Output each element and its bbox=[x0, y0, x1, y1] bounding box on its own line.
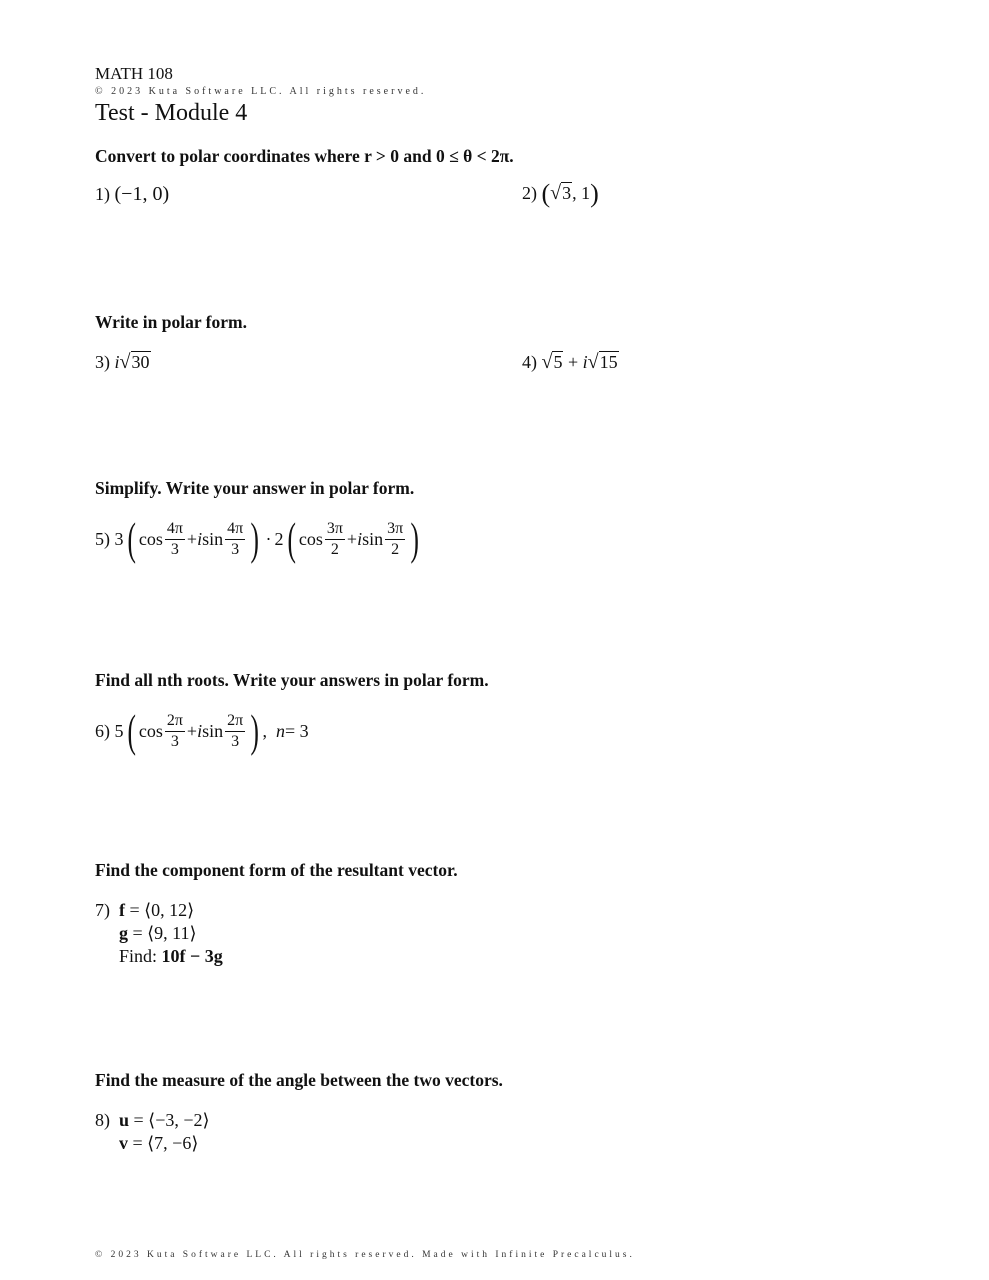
plus-sign: + bbox=[186, 720, 198, 741]
problem-number: 5) bbox=[95, 528, 110, 549]
vector-f-value: = ⟨0, 12⟩ bbox=[125, 900, 195, 920]
square-root-2: √15 bbox=[587, 351, 618, 373]
problem-number: 3) bbox=[95, 352, 110, 372]
sin-label-2: sin bbox=[362, 528, 384, 549]
cos-label: cos bbox=[138, 528, 163, 549]
vector-v-name: v bbox=[119, 1133, 128, 1153]
coefficient-1: 3 bbox=[114, 528, 124, 549]
n-variable: n bbox=[276, 720, 285, 741]
cos-label: cos bbox=[138, 720, 163, 741]
footer-copyright: © 2023 Kuta Software LLC. All rights reserved. Made with Infinite Precalculus. bbox=[95, 1250, 635, 1260]
vector-g-value: = ⟨9, 11⟩ bbox=[128, 923, 197, 943]
problem-number: 6) bbox=[95, 720, 110, 741]
page-title: Test - Module 4 bbox=[95, 100, 248, 126]
imaginary-unit: i bbox=[197, 528, 203, 549]
problem-number: 2) bbox=[522, 183, 537, 203]
instruction-polar-form: Write in polar form. bbox=[95, 312, 247, 332]
imaginary-unit: i bbox=[114, 352, 120, 372]
find-expression: 10f − 3g bbox=[161, 946, 223, 966]
sin-label: sin bbox=[202, 528, 224, 549]
square-root-1: √5 bbox=[541, 351, 563, 373]
instruction-polar-coordinates: Convert to polar coordinates where r > 0 and 0 ≤ θ < 2π. bbox=[95, 146, 514, 166]
vector-u-value: = ⟨−3, −2⟩ bbox=[129, 1110, 210, 1130]
problem-number: 7) bbox=[95, 900, 110, 920]
fraction-2: $\frac{2\pi}{3}$ bbox=[227, 711, 244, 750]
plus-sign: + bbox=[563, 352, 583, 372]
problem-expression: (−1, 0) bbox=[114, 183, 170, 205]
plus-sign-2: + bbox=[346, 528, 358, 549]
problem-number: 4) bbox=[522, 352, 537, 372]
problem-7 bbox=[95, 899, 223, 968]
cos-label-2: cos bbox=[298, 528, 323, 549]
instruction-simplify: Simplify. Write your answer in polar form. bbox=[95, 478, 415, 498]
coefficient-2: 2 bbox=[274, 528, 284, 549]
imaginary-unit-2: i bbox=[357, 528, 363, 549]
course-name: MATH 108 bbox=[95, 64, 173, 83]
vector-u-name: u bbox=[119, 1110, 130, 1130]
problem-1 bbox=[95, 183, 169, 206]
copyright-top: © 2023 Kuta Software LLC. All rights reserved. bbox=[95, 86, 427, 97]
problem-4 bbox=[522, 351, 619, 374]
problem-8 bbox=[95, 1109, 210, 1155]
fraction-2: $\frac{4\pi}{3}$ bbox=[227, 519, 244, 558]
vector-f-name: f bbox=[119, 900, 125, 920]
coordinate-rest: , 1 bbox=[572, 183, 591, 203]
find-label: Find: bbox=[119, 946, 162, 966]
instruction-nth-roots: Find all nth roots. Write your answers in polar form. bbox=[95, 670, 489, 690]
problem-5: 5) 3 ( cos $\frac{4\pi}{3}$ + i sin $\frac{4\pi}{3}$ ) · 2 ( cos $\frac{3\pi}{2}$ + i sin $\frac{3\pi}{2}$ ) bbox=[95, 513, 420, 564]
fraction-1: $\frac{4\pi}{3}$ bbox=[166, 519, 183, 558]
vector-g-name: g bbox=[119, 923, 128, 943]
close-paren: ) bbox=[590, 179, 599, 208]
problem-6: 6) 5 ( cos $\frac{2\pi}{3}$ + i sin $\frac{2\pi}{3}$ ) , n = 3 bbox=[95, 705, 309, 756]
fraction-1: $\frac{2\pi}{3}$ bbox=[166, 711, 183, 750]
problem-3 bbox=[95, 351, 151, 374]
square-root: √30 bbox=[119, 351, 150, 373]
imaginary-unit: i bbox=[582, 352, 588, 372]
square-root: √3 bbox=[550, 182, 572, 204]
vector-v-value: = ⟨7, −6⟩ bbox=[128, 1133, 199, 1153]
multiply-dot: · bbox=[265, 528, 272, 549]
fraction-3: $\frac{3\pi}{2}$ bbox=[326, 519, 343, 558]
comma: , bbox=[262, 720, 267, 741]
plus-sign: + bbox=[186, 528, 198, 549]
sin-label: sin bbox=[202, 720, 224, 741]
problem-2 bbox=[522, 181, 599, 207]
n-value: = 3 bbox=[285, 720, 309, 741]
instruction-angle-between: Find the measure of the angle between the two vectors. bbox=[95, 1070, 503, 1090]
coefficient: 5 bbox=[114, 720, 124, 741]
imaginary-unit: i bbox=[197, 720, 203, 741]
instruction-component-form: Find the component form of the resultant vector. bbox=[95, 860, 458, 880]
fraction-4: $\frac{3\pi}{2}$ bbox=[387, 519, 404, 558]
open-paren: ( bbox=[541, 179, 551, 208]
problem-number: 8) bbox=[95, 1110, 110, 1130]
problem-number: 1) bbox=[95, 184, 110, 204]
